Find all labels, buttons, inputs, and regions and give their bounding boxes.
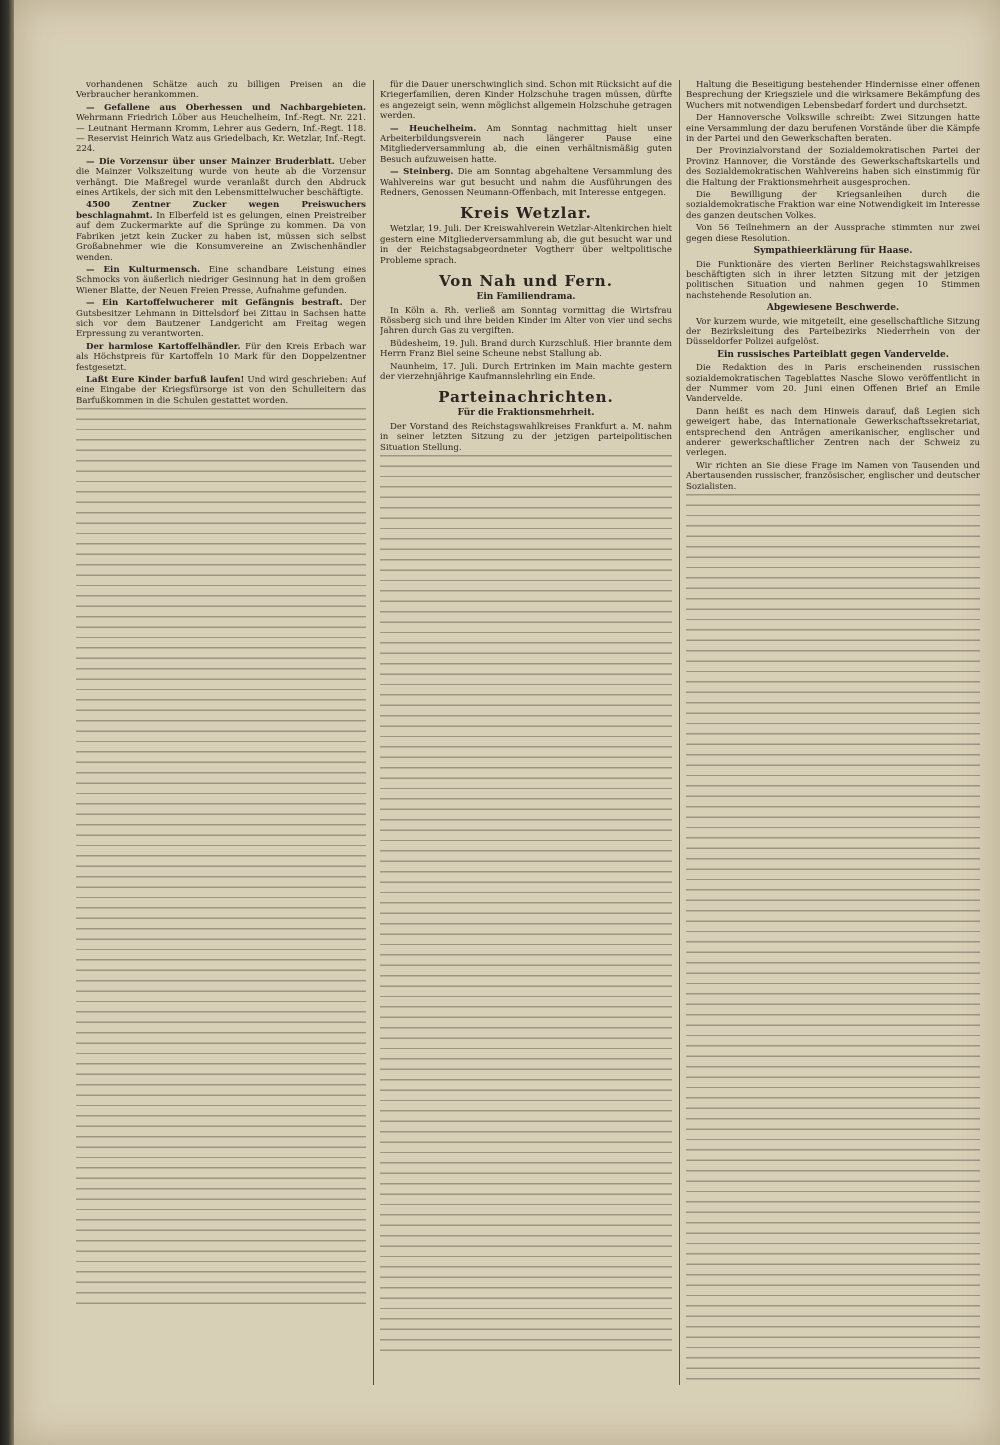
paragraph-lead: — Die Vorzensur über unser Mainzer Bruderblatt.: [86, 156, 335, 167]
paragraph-lead: — Steinberg.: [390, 167, 454, 178]
paragraph: Wir richten an Sie diese Frage im Namen von Tausenden und Abertausenden russischer, französischer, englischer und deutscher Sozialisten.: [686, 460, 980, 492]
paragraph-lead: — Heuchelheim.: [390, 123, 477, 134]
paragraph-lead: 4500 Zentner Zucker wegen Preiswuchers beschlagnahmt.: [76, 200, 366, 221]
subheading: Ein Familiendrama.: [476, 292, 576, 303]
paragraph: Die Funktionäre des vierten Berliner Reichstagswahlkreises beschäftigten sich in ihrer letzten Sitzung mit der jetzigen politischen Situation und nahmen gegen 10 Stimmen nachstehende Resolution an.: [686, 259, 980, 301]
subheading: Für die Fraktionsmehrheit.: [457, 408, 595, 419]
paragraph: vorhandenen Schätze auch zu billigen Preisen an die Verbraucher herankommen.: [76, 80, 366, 101]
text-lines: [76, 408, 366, 1308]
column-3: [686, 80, 980, 1385]
binding-edge: [0, 0, 14, 1445]
paragraph: Naunheim, 17. Juli. Durch Ertrinken im Main machte gestern der vierzehnjährige Kaufmannslehrling ein Ende.: [380, 361, 672, 382]
paragraph-text: In Elberfeld ist es gelungen, einen Preistreiber auf dem Zuckermarkte auf die Sprünge zu kommen. Da von Fabriken jetzt kein Zucker zu haben ist, müssen sich selbst Großabnehmer wie die Konsumvereine an Zwischenhändler wenden.: [76, 210, 366, 263]
paragraph: Vor kurzem wurde, wie mitgeteilt, eine gesellschaftliche Sitzung der Bezirksleitung des Parteibezirks Niederrhein von der Düsseldorfer Polizei aufgelöst.: [686, 316, 980, 348]
section-heading-kreis-wetzlar: Kreis Wetzlar.: [460, 204, 592, 223]
column-1: [76, 80, 366, 1385]
paragraph: [380, 167, 672, 198]
subheading: Ein russisches Parteiblatt gegen Vandervelde.: [717, 349, 949, 360]
paragraph-lead: Laßt Eure Kinder barfuß laufen!: [86, 374, 245, 385]
paragraph: für die Dauer unerschwinglich sind. Schon mit Rücksicht auf die Kriegerfamilien, deren Kinder Holzschuhe tragen müssen, dürfte es angezeigt sein, wenn möglichst allgemein Holzschuhe getragen werden.: [380, 80, 672, 122]
paragraph-text: Ueber die Mainzer Volkszeitung wurde von heute ab die Vorzensur verhängt. Die Maßregel wurde veranlaßt durch den Abdruck eines Artikels, der sich mit den Lebensmittelwucher beschäftigte.: [76, 156, 366, 199]
paragraph-lead: Der harmlose Kartoffelhändler.: [86, 341, 241, 352]
section-heading-von-nah-und-fern: Von Nah und Fern.: [439, 272, 613, 291]
paragraph: [76, 157, 366, 199]
paragraph: [76, 375, 366, 406]
paragraph: Büdesheim, 19. Juli. Brand durch Kurzschluß. Hier brannte dem Herrn Franz Biel seine Scheune nebst Stallung ab.: [380, 338, 672, 360]
column-rule: [373, 80, 374, 1385]
paragraph: [76, 342, 366, 373]
paragraph: Wetzlar, 19. Juli. Der Kreiswahlverein Wetzlar-Altenkirchen hielt gestern eine Mitgliederversammlung ab, die gut besucht war und in der Reichstagsabgeordneter Vogtherr über weltpolitische Probleme sprach.: [380, 224, 672, 266]
paragraph: Von 56 Teilnehmern an der Aussprache stimmten nur zwei gegen diese Resolution.: [686, 223, 980, 244]
column-2: [380, 80, 672, 1385]
paragraph: Der Vorstand des Reichstagswahlkreises Frankfurt a. M. nahm in seiner letzten Sitzung zu der jetzigen parteipolitischen Situation Stellung.: [380, 421, 672, 453]
paragraph: Der Hannoversche Volkswille schreibt: Zwei Sitzungen hatte eine Versammlung der dazu berufenen Vorstände über die Kämpfe in der Partei und den Gewerkschaften beraten.: [686, 113, 980, 145]
paragraph-text: Am Sonntag nachmittag hielt unser Arbeiterbildungsverein nach längerer Pause eine Mitgliederversammlung ab, die einen verhältnismäßig guten Besuch aufzuweisen hatte.: [380, 123, 672, 165]
paragraph: [76, 298, 366, 340]
paragraph-lead: — Gefallene aus Oberhessen und Nachbargebieten.: [86, 102, 366, 113]
paragraph: Die Redaktion des in Paris erscheinenden russischen sozialdemokratischen Tageblattes Nasche Slowo veröffentlicht in der Nummer vom 20. Juni einen Offenen Brief an Emile Vandervelde.: [686, 363, 980, 405]
paragraph-text: Wehrmann Friedrich Löber aus Heuchelheim, Inf.-Regt. Nr. 221. — Leutnant Hermann Kromm, Lehrer aus Gedern, Inf.-Regt. 118. — Reservist Heinrich Watz aus Griedelbach, Kr. Wetzlar, Inf.-Regt. 224.: [76, 113, 366, 155]
paragraph: [380, 124, 672, 166]
paragraph: Haltung die Beseitigung bestehender Hindernisse einer offenen Besprechung der Kriegsziele und die wirksamere Bekämpfung des Wuchers mit notwendigen Lebensbedarf fordert und durchsetzt.: [686, 80, 980, 111]
paragraph-text: Eine schandbare Leistung eines Schmocks von äußerlich niedriger Gesinnung hat in dem großen Wiener Blatte, der Neuen Freien Presse, Aufnahme gefunden.: [76, 264, 366, 296]
text-lines: [686, 494, 980, 1385]
paragraph: [76, 265, 366, 296]
paragraph: Der Provinzialvorstand der Sozialdemokratischen Partei der Provinz Hannover, die Vorstände des Gewerkschaftskartells und des Sozialdemokratischen Wahlvereins haben sich einstimmig für die Haltung der Fraktionsmehrheit ausgesprochen.: [686, 146, 980, 188]
paragraph-text: Die am Sonntag abgehaltene Versammlung des Wahlvereins war gut besucht und nahm die Ausführungen des Redners, Genossen Neumann-Offenbach, mit Interesse entgegen.: [380, 167, 672, 199]
paragraph: Dann heißt es nach dem Hinweis darauf, daß Legien sich geweigert habe, das Internationale Gewerkschaftssekretariat, entsprechend den Anträgen amerikanischer, englischer und anderer gewerkschaftlicher Zentren nach der Schweiz zu verlegen.: [686, 406, 980, 459]
section-heading-parteinachrichten: Parteinachrichten.: [438, 388, 614, 407]
paragraph-text: Für den Kreis Erbach war als Höchstpreis für Kartoffeln 10 Mark für den Doppelzentner festgesetzt.: [76, 341, 366, 373]
paragraph-text: Und wird geschrieben: Auf eine Eingabe der Kriegsfürsorge ist von den Schulleitern das Barfußkommen in die Schulen gestattet worden.: [76, 374, 366, 406]
newspaper-page: [14, 0, 1000, 1445]
paragraph: In Köln a. Rh. verließ am Sonntag vormittag die Wirtsfrau Rössberg sich und ihre beiden Kinder im Alter von vier und sechs Jahren durch Gas zu vergiften.: [380, 305, 672, 337]
paragraph: [76, 200, 366, 262]
subheading: Sympathieerklärung für Haase.: [753, 246, 913, 257]
text-lines: [380, 455, 672, 1355]
column-rule: [679, 80, 680, 1385]
paragraph: Die Bewilligung der Kriegsanleihen durch die sozialdemokratische Fraktion war eine Notwendigkeit im Interesse des ganzen deutschen Volkes.: [686, 190, 980, 221]
paragraph-lead: — Ein Kartoffelwucherer mit Gefängnis bestraft.: [86, 298, 343, 309]
subheading: Abgewiesene Beschwerde.: [766, 303, 900, 314]
paragraph-text: Der Gutsbesitzer Lehmann in Dittelsdorf bei Zittau in Sachsen hatte sich vor dem Bautzener Landgericht am Freitag wegen Erpressung zu verantworten.: [76, 298, 366, 340]
paragraph: [76, 103, 366, 155]
paragraph-lead: — Ein Kulturmensch.: [86, 264, 201, 275]
